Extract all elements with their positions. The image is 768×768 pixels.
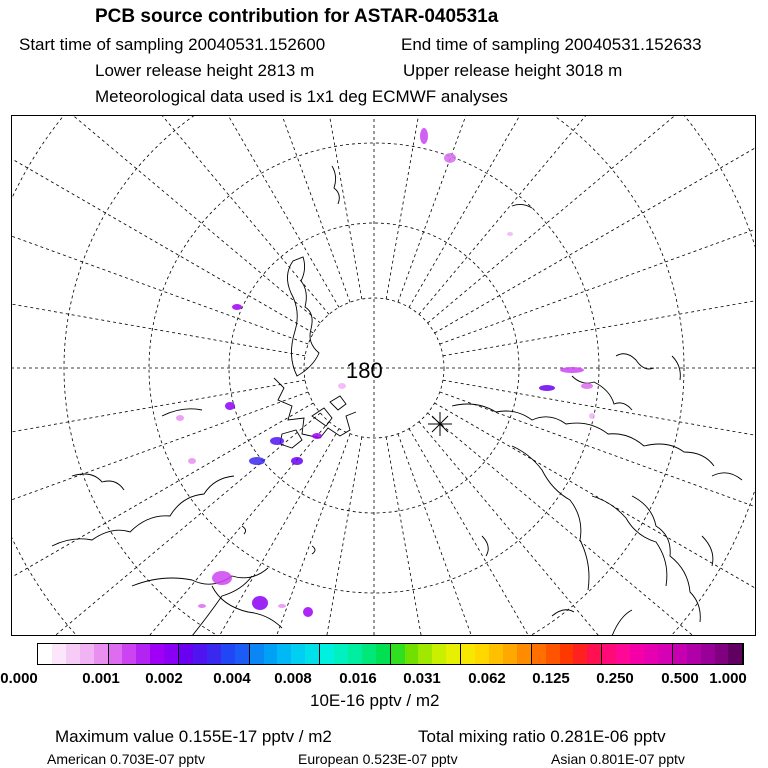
polar-map [11, 115, 756, 636]
release-cross-marker [428, 412, 452, 436]
colorbar-cell [109, 644, 123, 664]
colorbar-tick-11: 1.000 [709, 670, 747, 687]
met-data-label: Meteorological data used is 1x1 deg ECMWF analyses [95, 87, 508, 106]
concentration-blob [278, 604, 286, 608]
colorbar-cell [122, 644, 136, 664]
meridian-line [12, 116, 308, 344]
latitude-circle [12, 116, 756, 636]
colorbar-cell [52, 644, 66, 664]
colorbar-cell [673, 644, 687, 664]
colorbar-cell [461, 644, 475, 664]
colorbar-cell [630, 644, 644, 664]
colorbar-cell [546, 644, 560, 664]
start-time-label: Start time of sampling 20040531.152600 [19, 35, 326, 54]
european-contribution: European 0.523E-07 pptv [298, 751, 458, 767]
colorbar-cell [418, 644, 432, 664]
concentration-blob [312, 433, 322, 439]
coastlines [52, 166, 742, 636]
colorbar-cell [616, 644, 630, 664]
colorbar-tick-1: 0.001 [82, 670, 120, 687]
colorbar-cell [291, 644, 305, 664]
colorbar-tick-9: 0.250 [596, 670, 634, 687]
colorbar-cell [348, 644, 362, 664]
coastline-greenland [287, 257, 319, 376]
colorbar-cell [715, 644, 729, 664]
meridian-line [419, 422, 756, 636]
colorbar-cell [80, 644, 94, 664]
colorbar-cell [701, 644, 715, 664]
colorbar-cell [150, 644, 164, 664]
colorbar-cell [475, 644, 489, 664]
colorbar [37, 643, 744, 665]
meridian-line [12, 413, 320, 636]
colorbar-tick-8: 0.125 [532, 670, 570, 687]
coastline-svalbard [332, 166, 532, 208]
colorbar-cell [573, 644, 587, 664]
colorbar-cell [489, 644, 503, 664]
upper-height-label: Upper release height 3018 m [403, 61, 623, 80]
colorbar-cell [250, 644, 264, 664]
colorbar-cell [66, 644, 80, 664]
colorbar-tick-10: 0.500 [661, 670, 699, 687]
concentration-field [176, 128, 595, 617]
plot-title: PCB source contribution for ASTAR-040531a [95, 6, 499, 27]
colorbar-cell [391, 644, 405, 664]
end-time-label: End time of sampling 20040531.152633 [401, 35, 702, 54]
colorbar-cell [432, 644, 446, 664]
colorbar-cell [164, 644, 179, 664]
concentration-blob [581, 383, 593, 389]
coastline-scandinavia [572, 354, 680, 410]
colorbar-tick-2: 0.002 [145, 670, 183, 687]
colorbar-cell [193, 644, 207, 664]
colorbar-cell [532, 644, 546, 664]
meridian-line [386, 437, 530, 636]
concentration-blob [338, 383, 346, 389]
meridian-line [12, 116, 329, 314]
meridian-line [419, 116, 756, 314]
colorbar-tick-4: 0.008 [274, 670, 312, 687]
colorbar-cell [305, 644, 320, 664]
meridian-line [409, 429, 756, 636]
colorbar-cell [405, 644, 419, 664]
meridian-line [409, 116, 756, 307]
graticule [12, 116, 756, 636]
pole-center-label: 180 [346, 358, 383, 383]
concentration-blob [291, 457, 303, 465]
colorbar-cell [277, 644, 291, 664]
concentration-blob [270, 437, 284, 445]
max-value-label: Maximum value 0.155E-17 pptv / m2 [55, 727, 332, 746]
colorbar-cell [560, 644, 574, 664]
colorbar-cell [94, 644, 109, 664]
coastline-north-america [52, 476, 268, 636]
meridian-line [12, 429, 339, 636]
colorbar-tick-0: 0.000 [0, 670, 38, 687]
colorbar-cell [320, 644, 334, 664]
meridian-line [440, 392, 756, 636]
asian-contribution: Asian 0.801E-07 pptv [551, 751, 685, 767]
meridian-line [218, 437, 362, 636]
colorbar-tick-6: 0.031 [403, 670, 441, 687]
colorbar-cell [235, 644, 250, 664]
meridian-line [440, 116, 756, 344]
colorbar-units: 10E-16 pptv / m2 [310, 691, 440, 710]
colorbar-cell [658, 644, 673, 664]
colorbar-cell [517, 644, 532, 664]
meridian-line [443, 380, 756, 524]
colorbar-cell [503, 644, 517, 664]
colorbar-cell [728, 644, 743, 664]
meridian-line [12, 116, 339, 307]
colorbar-cell [644, 644, 658, 664]
concentration-blob [560, 367, 584, 373]
concentration-blob [507, 232, 513, 236]
meridian-line [12, 116, 313, 333]
meridian-line [398, 116, 682, 302]
colorbar-cell [587, 644, 602, 664]
meridian-line [66, 116, 350, 302]
colorbar-tick-7: 0.062 [468, 670, 506, 687]
colorbar-cell [136, 644, 150, 664]
concentration-blob [212, 571, 232, 585]
coastline-eurasia [452, 404, 714, 590]
colorbar-cell [602, 644, 616, 664]
concentration-blob [420, 128, 428, 144]
colorbar-cell [38, 644, 52, 664]
colorbar-cell [179, 644, 193, 664]
meridian-line [435, 116, 756, 333]
concentration-blob [303, 607, 313, 617]
latitude-circle [12, 116, 756, 636]
concentration-blob [188, 458, 196, 464]
meridian-line [428, 116, 756, 323]
colorbar-cell [362, 644, 376, 664]
pole-markers [428, 412, 452, 436]
concentration-blob [589, 413, 595, 419]
coastline-asia-east [632, 473, 742, 622]
colorbar-tick-3: 0.004 [213, 670, 251, 687]
concentration-blob [444, 153, 456, 163]
meridian-line [428, 413, 756, 636]
colorbar-cell [221, 644, 235, 664]
colorbar-cell [264, 644, 278, 664]
colorbar-cell [376, 644, 391, 664]
total-mixing-label: Total mixing ratio 0.281E-06 pptv [418, 727, 666, 746]
american-contribution: American 0.703E-07 pptv [47, 751, 205, 767]
colorbar-cell [334, 644, 348, 664]
concentration-blob [176, 415, 184, 421]
meridian-line [12, 380, 305, 524]
colorbar-cell [207, 644, 221, 664]
concentration-blob [252, 596, 268, 610]
lower-height-label: Lower release height 2813 m [95, 61, 315, 80]
colorbar-tick-5: 0.016 [339, 670, 377, 687]
concentration-blob [539, 385, 555, 391]
meridian-line [443, 212, 756, 356]
concentration-blob [225, 402, 235, 410]
meridian-line [12, 403, 313, 636]
colorbar-cell [687, 644, 701, 664]
colorbar-cell [446, 644, 461, 664]
meridian-line [12, 212, 305, 356]
concentration-blob [198, 604, 206, 608]
meridian-line [435, 403, 756, 636]
concentration-blob [232, 304, 242, 310]
concentration-blob [249, 457, 265, 465]
